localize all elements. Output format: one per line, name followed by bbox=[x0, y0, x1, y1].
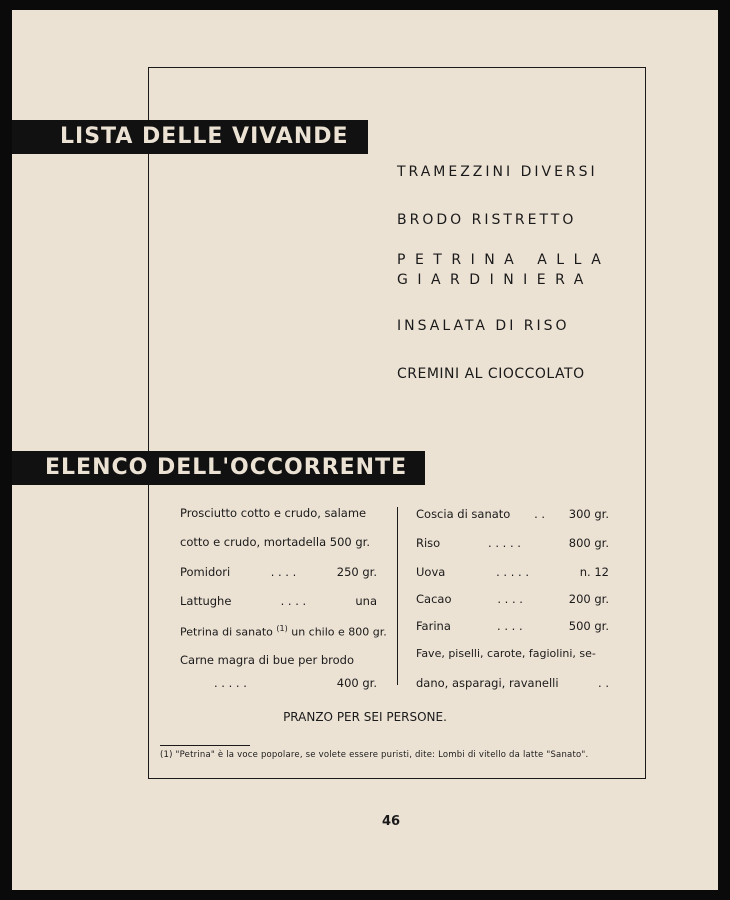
ingredient-name: Pomidori bbox=[180, 565, 231, 579]
book-page bbox=[12, 10, 718, 890]
ingredient-qty: 500 gr. bbox=[568, 619, 609, 633]
leader-dots: . . . . bbox=[270, 565, 297, 579]
ingredient-name: dano, asparagi, ravanelli bbox=[416, 676, 559, 690]
ingredient-row bbox=[416, 507, 609, 521]
ingredient-row bbox=[180, 624, 387, 639]
ingredient-row bbox=[180, 594, 377, 608]
menu-heading: LISTA DELLE VIVANDE bbox=[60, 124, 349, 149]
ingredient-qty: una bbox=[355, 594, 377, 608]
ingredient-name: Uova bbox=[416, 565, 446, 579]
footnote: (1) "Petrina" è la voce popolare, se volete essere puristi, dite: Lombi di vitello da latte "Sanato". bbox=[160, 750, 589, 760]
ingredient-row bbox=[416, 592, 609, 606]
ingredient-line: cotto e crudo, mortadella 500 gr. bbox=[180, 535, 371, 549]
ingredient-name: Farina bbox=[416, 619, 451, 633]
ingredient-name: Cacao bbox=[416, 592, 452, 606]
footnote-marker: (1) bbox=[276, 624, 288, 633]
leader-dots: . . . . bbox=[280, 594, 307, 608]
ingredient-row bbox=[416, 565, 609, 579]
ingredient-qty: 400 gr. bbox=[336, 676, 377, 690]
ingredient-name: Lattughe bbox=[180, 594, 232, 608]
leader-dots: . . . . . bbox=[488, 536, 521, 550]
leader-dots: . . . . . bbox=[214, 676, 247, 690]
ingredient-row bbox=[180, 565, 377, 579]
ingredient-name: Coscia di sanato bbox=[416, 507, 511, 521]
ingredient-qty: 200 gr. bbox=[568, 592, 609, 606]
leader-dots: . . bbox=[534, 507, 546, 521]
ingredient-row bbox=[416, 536, 609, 550]
leader-dots: . . . . . bbox=[496, 565, 529, 579]
page-number: 46 bbox=[382, 814, 401, 829]
footnote-rule bbox=[160, 745, 250, 746]
ingredient-row bbox=[180, 676, 377, 690]
ingredient-qty: 250 gr. bbox=[336, 565, 377, 579]
column-divider bbox=[397, 507, 398, 685]
menu-item: GIARDINIERA bbox=[397, 272, 593, 288]
leader-dots: . . bbox=[598, 676, 609, 690]
ingredient-row bbox=[416, 676, 609, 690]
leader-dots: . . . . bbox=[497, 619, 523, 633]
menu-item: PETRINA ALLA bbox=[397, 252, 611, 268]
leader-dots: . . . . bbox=[497, 592, 523, 606]
ingredient-line: Fave, piselli, carote, fagiolini, se- bbox=[416, 647, 596, 660]
ingredients-heading-banner bbox=[12, 451, 425, 485]
menu-heading-banner bbox=[12, 120, 368, 154]
servings-note: PRANZO PER SEI PERSONE. bbox=[283, 710, 447, 724]
ingredient-line: Carne magra di bue per brodo bbox=[180, 653, 354, 667]
menu-item: BRODO RISTRETTO bbox=[397, 212, 577, 228]
ingredient-qty: 300 gr. bbox=[568, 507, 609, 521]
ingredient-qty: un chilo e 800 gr. bbox=[291, 625, 387, 639]
ingredient-qty: n. 12 bbox=[579, 565, 609, 579]
ingredient-name: Riso bbox=[416, 536, 441, 550]
ingredient-line: Prosciutto cotto e crudo, salame bbox=[180, 506, 367, 520]
ingredient-row bbox=[416, 619, 609, 633]
ingredient-qty: 800 gr. bbox=[568, 536, 609, 550]
menu-item: TRAMEZZINI DIVERSI bbox=[397, 164, 598, 180]
ingredients-heading: ELENCO DELL'OCCORRENTE bbox=[45, 455, 408, 480]
ingredient-name: Petrina di sanato bbox=[180, 625, 273, 639]
menu-item: CREMINI AL CIOCCOLATO bbox=[397, 366, 585, 382]
menu-item: INSALATA DI RISO bbox=[397, 318, 570, 334]
